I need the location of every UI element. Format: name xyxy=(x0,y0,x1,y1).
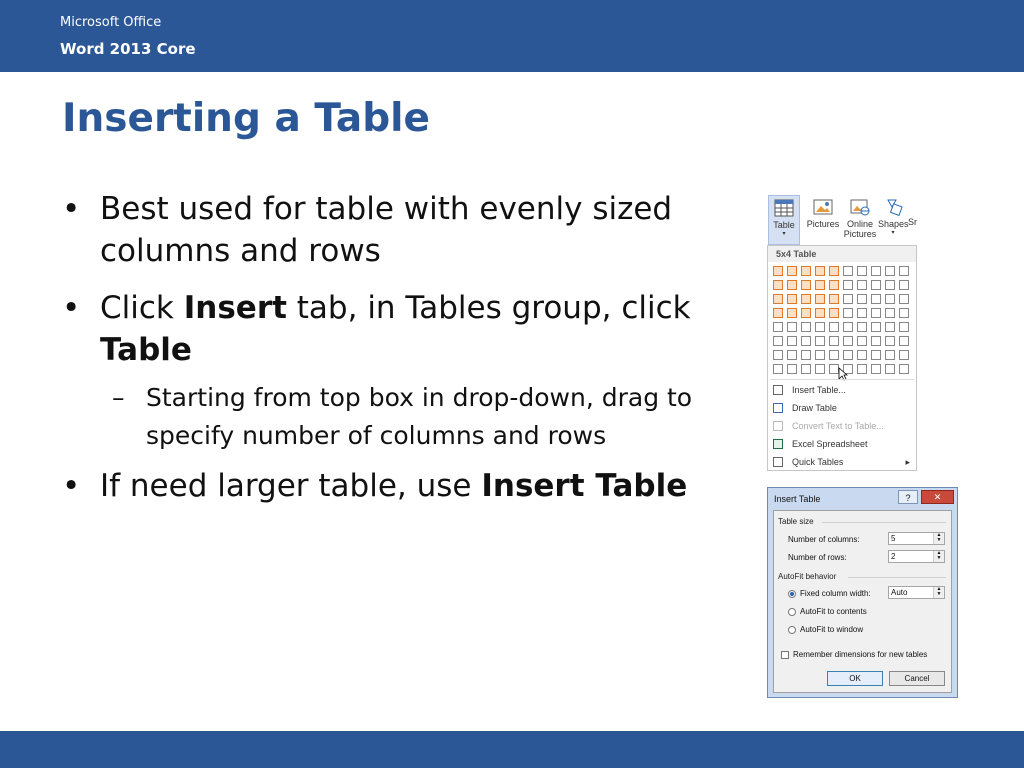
footer-bar xyxy=(0,731,1024,768)
grid-cell[interactable] xyxy=(801,336,811,346)
submenu-arrow-icon: ▸ xyxy=(905,457,910,467)
dropdown-header: 5x4 Table xyxy=(768,246,916,262)
bullet-marker: • xyxy=(62,191,81,227)
grid-cell[interactable] xyxy=(801,280,811,290)
smartart-button-label: Sr xyxy=(908,217,917,227)
grid-cell[interactable] xyxy=(899,336,909,346)
grid-cell[interactable] xyxy=(801,322,811,332)
grid-cell[interactable] xyxy=(815,364,825,374)
cancel-button[interactable]: Cancel xyxy=(889,671,945,686)
grid-cell[interactable] xyxy=(787,280,797,290)
autofit-window-label: AutoFit to window xyxy=(800,625,864,634)
table-dropdown xyxy=(767,245,917,471)
dialog-body xyxy=(773,510,952,693)
grid-cell[interactable] xyxy=(843,336,853,346)
grid-cell[interactable] xyxy=(787,266,797,276)
grid-cell[interactable] xyxy=(885,294,895,304)
grid-cell[interactable] xyxy=(899,322,909,332)
grid-cell[interactable] xyxy=(829,322,839,332)
grid-cell[interactable] xyxy=(787,294,797,304)
smartart-icon xyxy=(908,198,917,216)
bold-text: Insert xyxy=(183,290,287,326)
menu-insert-table[interactable] xyxy=(768,381,916,399)
menu-label: Insert Table... xyxy=(792,385,846,395)
grid-cell[interactable] xyxy=(885,322,895,332)
grid-cell[interactable] xyxy=(829,308,839,318)
grid-cell[interactable] xyxy=(773,294,783,304)
grid-cell[interactable] xyxy=(773,336,783,346)
pictures-button-label: Pictures xyxy=(806,219,840,229)
fixed-width-spinner[interactable] xyxy=(888,586,945,599)
columns-value: 5 xyxy=(891,534,896,543)
menu-draw-table[interactable] xyxy=(768,399,916,417)
menu-convert-text-to-table[interactable] xyxy=(768,417,916,435)
grid-cell[interactable] xyxy=(899,364,909,374)
grid-cell[interactable] xyxy=(773,364,783,374)
bold-text: Insert Table xyxy=(481,468,688,504)
grid-cell[interactable] xyxy=(871,280,881,290)
rows-value: 2 xyxy=(891,552,896,561)
grid-cell[interactable] xyxy=(815,280,825,290)
grid-cell[interactable] xyxy=(787,350,797,360)
autofit-contents-label: AutoFit to contents xyxy=(800,607,867,616)
grid-cell[interactable] xyxy=(815,350,825,360)
grid-cell[interactable] xyxy=(871,322,881,332)
shapes-button-arrow: ▾ xyxy=(891,230,895,236)
menu-label: Convert Text to Table... xyxy=(792,421,884,431)
grid-cell[interactable] xyxy=(829,336,839,346)
dropdown-separator xyxy=(770,379,914,380)
grid-cell[interactable] xyxy=(815,308,825,318)
grid-cell[interactable] xyxy=(871,350,881,360)
spinner-arrows-icon[interactable]: ▲ ▼ xyxy=(933,533,944,544)
menu-label: Draw Table xyxy=(792,403,837,413)
grid-cell[interactable] xyxy=(899,280,909,290)
table-size-group-label: Table size xyxy=(778,517,814,526)
pictures-button[interactable] xyxy=(805,195,841,243)
bullet-text: Best used for table with evenly sized columns and rows xyxy=(100,191,673,269)
grid-cell[interactable] xyxy=(843,308,853,318)
grid-cell[interactable] xyxy=(885,280,895,290)
grid-cell[interactable] xyxy=(899,294,909,304)
autofit-group-label: AutoFit behavior xyxy=(778,572,837,581)
grid-cell[interactable] xyxy=(885,336,895,346)
grid-cell[interactable] xyxy=(773,322,783,332)
quick-tables-icon xyxy=(773,457,783,467)
grid-cell[interactable] xyxy=(857,294,867,304)
ribbon-strip xyxy=(767,193,917,245)
online-pictures-icon xyxy=(850,198,870,216)
grid-cell[interactable] xyxy=(843,266,853,276)
insert-table-icon xyxy=(773,385,783,395)
group-divider xyxy=(822,522,946,523)
ribbon-screenshot xyxy=(767,193,917,471)
smartart-button[interactable] xyxy=(908,195,917,243)
text-part: tab, in Tables group, click xyxy=(286,290,691,326)
header-line-2: Word 2013 Core xyxy=(60,40,196,58)
insert-table-dialog xyxy=(767,487,958,698)
autofit-contents-radio[interactable] xyxy=(788,608,796,616)
grid-cell[interactable] xyxy=(857,280,867,290)
grid-cell[interactable] xyxy=(829,294,839,304)
table-icon xyxy=(774,199,794,217)
spinner-arrows-icon[interactable]: ▲ ▼ xyxy=(933,587,944,598)
table-button[interactable] xyxy=(768,195,800,245)
grid-cell[interactable] xyxy=(829,350,839,360)
grid-cell[interactable] xyxy=(801,308,811,318)
bullet-text xyxy=(100,465,740,507)
grid-cell[interactable] xyxy=(829,266,839,276)
grid-cell[interactable] xyxy=(885,308,895,318)
shapes-button-label: Shapes xyxy=(878,219,909,229)
bullet-marker: • xyxy=(62,290,81,326)
grid-cell[interactable] xyxy=(815,322,825,332)
grid-cell[interactable] xyxy=(787,364,797,374)
grid-cell[interactable] xyxy=(773,280,783,290)
fixed-width-radio[interactable] xyxy=(788,590,796,598)
grid-cell[interactable] xyxy=(885,266,895,276)
grid-cell[interactable] xyxy=(815,336,825,346)
grid-cell[interactable] xyxy=(801,350,811,360)
sub-bullet-marker: – xyxy=(112,383,125,412)
grid-cell[interactable] xyxy=(857,336,867,346)
grid-cell[interactable] xyxy=(829,280,839,290)
menu-label: Excel Spreadsheet xyxy=(792,439,868,449)
group-divider xyxy=(848,577,946,578)
close-button[interactable]: ✕ xyxy=(921,490,954,504)
columns-spinner[interactable] xyxy=(888,532,945,545)
remember-dimensions-label: Remember dimensions for new tables xyxy=(793,650,928,659)
grid-cell[interactable] xyxy=(899,266,909,276)
grid-cell[interactable] xyxy=(857,322,867,332)
grid-cell[interactable] xyxy=(773,308,783,318)
grid-cell[interactable] xyxy=(773,350,783,360)
pictures-icon xyxy=(813,198,833,216)
slide-title: Inserting a Table xyxy=(62,96,430,141)
dialog-title: Insert Table xyxy=(774,494,821,504)
grid-cell[interactable] xyxy=(773,266,783,276)
grid-cell[interactable] xyxy=(857,266,867,276)
online-pictures-button-label: Online xyxy=(846,219,873,229)
grid-cell[interactable] xyxy=(843,294,853,304)
remember-dimensions-checkbox[interactable] xyxy=(781,651,789,659)
convert-text-icon xyxy=(773,421,783,431)
bullet-text xyxy=(100,287,720,371)
help-button[interactable]: ? xyxy=(898,490,918,504)
grid-cell[interactable] xyxy=(885,364,895,374)
online-pictures-button-sublabel: Pictures xyxy=(843,229,877,239)
shapes-icon xyxy=(883,198,903,216)
text-part: Click xyxy=(100,290,184,326)
grid-cell[interactable] xyxy=(815,266,825,276)
draw-table-icon xyxy=(773,403,783,413)
shapes-button[interactable] xyxy=(878,195,908,243)
grid-cell[interactable] xyxy=(787,336,797,346)
text-part: If need larger table, use xyxy=(100,468,482,504)
grid-cell[interactable] xyxy=(871,364,881,374)
grid-cell[interactable] xyxy=(857,364,867,374)
grid-cell[interactable] xyxy=(787,322,797,332)
grid-cell[interactable] xyxy=(787,308,797,318)
grid-cell[interactable] xyxy=(885,350,895,360)
sub-bullet-text: Starting from top box in drop-down, drag to specify number of columns and rows xyxy=(146,383,693,450)
menu-label: Quick Tables xyxy=(792,457,844,467)
menu-excel-spreadsheet[interactable] xyxy=(768,435,916,453)
spinner-arrows-icon[interactable]: ▲ ▼ xyxy=(933,551,944,562)
grid-cell[interactable] xyxy=(801,266,811,276)
grid-cell[interactable] xyxy=(801,364,811,374)
grid-cell[interactable] xyxy=(815,294,825,304)
online-pictures-button[interactable] xyxy=(843,195,877,243)
ok-button[interactable]: OK xyxy=(827,671,883,686)
autofit-window-radio[interactable] xyxy=(788,626,796,634)
menu-quick-tables[interactable] xyxy=(768,453,916,471)
table-button-arrow: ▾ xyxy=(782,231,786,237)
grid-cell[interactable] xyxy=(801,294,811,304)
grid-cell[interactable] xyxy=(843,322,853,332)
bold-text: Table xyxy=(100,332,192,368)
grid-cell[interactable] xyxy=(843,350,853,360)
header-bar xyxy=(0,0,1024,72)
grid-cell[interactable] xyxy=(871,294,881,304)
grid-cell[interactable] xyxy=(857,350,867,360)
excel-icon xyxy=(773,439,783,449)
grid-cell[interactable] xyxy=(857,308,867,318)
grid-cell[interactable] xyxy=(871,308,881,318)
grid-cell[interactable] xyxy=(843,280,853,290)
header-line-1: Microsoft Office xyxy=(60,15,162,30)
fixed-width-label: Fixed column width: xyxy=(800,589,871,598)
grid-cell[interactable] xyxy=(899,350,909,360)
fixed-width-value: Auto xyxy=(891,588,908,597)
bullet-marker: • xyxy=(62,468,81,504)
columns-label: Number of columns: xyxy=(788,535,860,544)
rows-spinner[interactable] xyxy=(888,550,945,563)
table-button-label: Table xyxy=(773,220,795,230)
grid-cell[interactable] xyxy=(871,336,881,346)
grid-cell[interactable] xyxy=(871,266,881,276)
grid-cell[interactable] xyxy=(899,308,909,318)
rows-label: Number of rows: xyxy=(788,553,847,562)
